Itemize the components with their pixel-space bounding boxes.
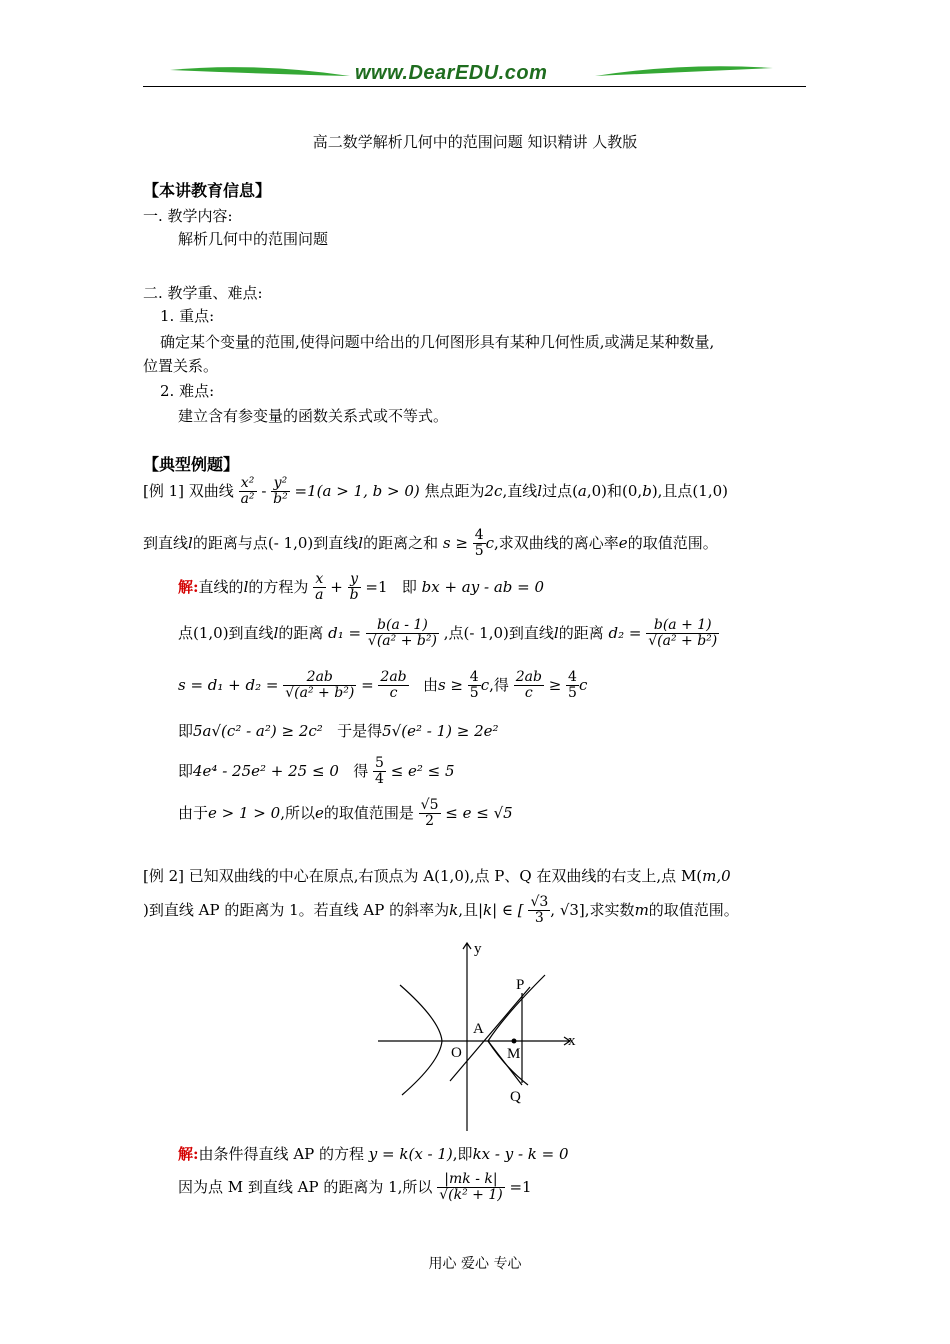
content-text: 解析几何中的范围问题 xyxy=(178,230,329,248)
left-branch xyxy=(400,985,442,1095)
example2-label: [例 2] 已知双曲线的中心在原点,右顶点为 A(1,0),点 P、Q 在双曲线的右支上,点 M( xyxy=(143,867,703,885)
key2-label: 2. 难点: xyxy=(160,382,215,400)
hyperbola-figure xyxy=(370,935,590,1135)
frac-4-5: $\frac{4}{5}$ xyxy=(474,527,484,560)
sol1-line5: 即4e⁴ - 25e² + 25 ≤ 0 得 $\frac{5}{4}$ ≤ e² ≤ 5 xyxy=(178,755,455,788)
key2-text: 建立含有参变量的函数关系式或不等式。 xyxy=(178,407,449,425)
hyperbola-condition: =1(a > 1, b > 0) xyxy=(294,481,420,500)
label-p: P xyxy=(516,977,525,993)
label-x: x xyxy=(568,1033,576,1049)
sol2-line1: 解:由条件得直线 AP 的方程 y = k(x - 1),即kx - y - k = 0 xyxy=(178,1145,569,1163)
footer-text: 用心 爱心 专心 xyxy=(428,1256,522,1272)
label-a: A xyxy=(473,1021,484,1037)
example2-statement-cont: )到直线 AP 的距离为 1。若直线 AP 的斜率为k,且|k| ∈ [ $\frac{√3}{3}$ , √3],求实数m的取值范围。 xyxy=(143,894,739,927)
point-m xyxy=(512,1039,517,1044)
solution-label: 解: xyxy=(178,577,199,596)
key1-label: 1. 重点: xyxy=(160,307,215,325)
examples-heading: 【典型例题】 xyxy=(143,455,240,474)
header-rule xyxy=(143,86,806,87)
doc-title: 高二数学解析几何中的范围问题 知识精讲 人教版 xyxy=(312,133,638,151)
info-heading: 【本讲教育信息】 xyxy=(143,181,272,200)
sol1-line3: s = d₁ + d₂ = $\frac{2ab}{\text{√(a² + b²)}}$ = $\frac{2ab}{c}$ 由s ≥ $\frac{4}{5}$ c,得 $\frac{2ab}{c}$ ≥ $\frac{4}{5}$ c xyxy=(178,669,588,702)
sol1-line1: 解:直线的l的方程为 $\frac{x}{a}$ + $\frac{y}{b}$ =1 即 bx + ay - ab = 0 xyxy=(178,571,545,604)
example1-label: [例 1] 双曲线 xyxy=(143,481,234,500)
sol1-line4: 即5a√(c² - a²) ≥ 2c² 于是得5√(e² - 1) ≥ 2e² xyxy=(178,722,499,740)
key-label: 二. 教学重、难点: xyxy=(143,284,263,302)
example1-statement-cont: 到直线l的距离与点(- 1,0)到直线l的距离之和 s ≥ $\frac{4}{5}$ c,求双曲线的离心率e的取值范围。 xyxy=(143,527,718,560)
key1-text: 确定某个变量的范围,使得问题中给出的几何图形具有某种几何性质,或满足某种数量, xyxy=(160,333,715,351)
label-y: y xyxy=(474,941,482,957)
frac-x2-a2: $\frac{\text{x²}}{\text{a²}}$ xyxy=(240,475,255,508)
label-q: Q xyxy=(510,1089,521,1105)
sol1-line2: 点(1,0)到直线l的距离 d₁ = $\frac{b(a - 1)}{\text{√(a² + b²)}}$ ,点(- 1,0)到直线l的距离 d₂ = $\frac{b(a + 1)}{\text{√(a² + b²)}}$ xyxy=(178,617,718,650)
content-label: 一. 教学内容: xyxy=(143,207,233,225)
label-m: M xyxy=(507,1046,521,1062)
example1-statement: [例 1] 双曲线 $\frac{\text{x²}}{\text{a²}}$ - $\frac{\text{y²}}{\text{b²}}$ =1(a > 1, b > 0) 焦点距为2c,直线l过点(a,0)和(0,b),且点(1,0) xyxy=(143,475,728,508)
key1-text-cont: 位置关系。 xyxy=(143,357,219,375)
label-o: O xyxy=(451,1045,462,1061)
example2-statement: [例 2] 已知双曲线的中心在原点,右顶点为 A(1,0),点 P、Q 在双曲线的右支上,点 M(m,0 xyxy=(143,867,731,885)
logo-text: www.DearEDU.com xyxy=(355,62,548,84)
sol2-line2: 因为点 M 到直线 AP 的距离为 1,所以 $\frac{|mk - k|}{\text{√(k² + 1)}}$ =1 xyxy=(178,1171,532,1204)
sol1-line6: 由于e > 1 > 0,所以e的取值范围是 $\frac{√5}{2}$ ≤ e ≤ √5 xyxy=(178,797,513,830)
line-ap xyxy=(450,987,530,1081)
frac-y2-b2: $\frac{\text{y²}}{\text{b²}}$ xyxy=(273,475,288,508)
